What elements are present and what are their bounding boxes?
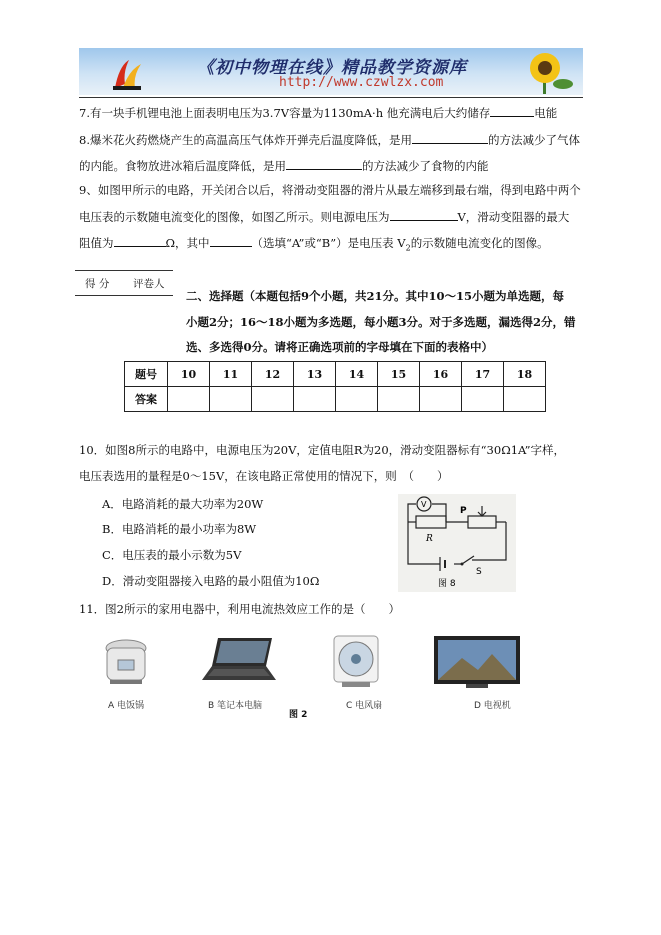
television-icon: [432, 634, 522, 690]
header-banner: [79, 48, 583, 95]
answer-cell[interactable]: [504, 387, 546, 412]
caption-b: B 笔记本电脑: [208, 701, 263, 711]
laptop-icon: [200, 634, 280, 690]
header-title: 《初中物理在线》精品教学资源库: [197, 58, 467, 78]
section-2-line-1: 二、选择题（本题包括9个小题，共21分。其中10～15小题为单选题，每: [186, 289, 565, 303]
electric-fan-icon: [330, 634, 382, 690]
answer-table-number: 11: [210, 362, 252, 387]
slider-label: P: [460, 506, 467, 516]
section-2-line-2: 小题2分；16～18小题为多选题，每小题3分。对于多选题，漏选得2分，错: [186, 315, 576, 329]
question-9-line-3: 阻值为 Ω，其中 （选填“A”或“B”）是电压表 $V_2$的示数随电流变化的图像。: [79, 236, 549, 253]
answer-cell[interactable]: [168, 387, 210, 412]
circuit-figure-8: [398, 494, 516, 592]
caption-c: C 电风扇: [346, 701, 383, 711]
header-divider: [79, 97, 583, 98]
circuit-diagram: [398, 494, 516, 592]
score-box: [75, 270, 173, 296]
question-9-line-1: 9、如图甲所示的电路，开关闭合以后，将滑动变阻器的滑片从最左端移到最右端，得到电路中两个: [79, 183, 581, 197]
answer-cell[interactable]: [462, 387, 504, 412]
answer-table-number: 10: [168, 362, 210, 387]
answer-table-number: 12: [252, 362, 294, 387]
answer-table-number: 15: [378, 362, 420, 387]
caption-a: A 电饭锅: [108, 701, 145, 711]
figure-8-caption: 图 8: [438, 579, 456, 589]
question-8-line-2: 的内能。食物放进冰箱后温度降低，是用 的方法减少了食物的内能: [79, 159, 489, 173]
question-8-line-1: 8.爆米花火药燃烧产生的高温高压气体炸开弹壳后温度降低，是用 的方法减少了气体: [79, 133, 580, 147]
question-10-option-c: C．电压表的最小示数为5V: [102, 548, 242, 562]
resistor-label: R: [426, 534, 433, 544]
question-10-line-2: 电压表选用的量程是0～15V，在该电路正常使用的情况下，则 （ ）: [79, 469, 449, 483]
question-10-option-b: B．电路消耗的最小功率为8W: [102, 522, 257, 536]
question-11: 11．图2所示的家用电器中，利用电流热效应工作的是（ ）: [79, 602, 400, 616]
answer-table-number: 18: [504, 362, 546, 387]
question-7: 7.有一块手机锂电池上面表明电压为3.7V容量为1130mA·h 他充满电后大约储存 电能: [79, 106, 558, 120]
question-10-option-a: A．电路消耗的最大功率为20W: [102, 497, 264, 511]
answer-table-header-label: 题号: [125, 362, 168, 387]
answer-table-answer-row: [125, 387, 546, 412]
question-9-line-2: 电压表的示数随电流变化的图像，如图乙所示。则电源电压为 V，滑动变阻器的最大: [79, 210, 570, 224]
header-url[interactable]: http://www.czwlzx.com: [279, 75, 444, 90]
answer-table: [124, 361, 546, 412]
answer-table-number: 13: [294, 362, 336, 387]
answer-cell[interactable]: [252, 387, 294, 412]
site-logo-icon: [109, 56, 145, 92]
answer-table-number: 17: [462, 362, 504, 387]
answer-cell[interactable]: [420, 387, 462, 412]
answer-cell[interactable]: [294, 387, 336, 412]
question-10-option-d: D．滑动变阻器接入电路的最小阻值为10Ω: [102, 574, 320, 588]
answer-table-number: 14: [336, 362, 378, 387]
answer-cell[interactable]: [336, 387, 378, 412]
voltmeter-label: V: [421, 500, 427, 509]
score-label: 得 分: [85, 278, 110, 290]
switch-label: S: [476, 567, 482, 577]
caption-d: D 电视机: [474, 701, 511, 711]
answer-table-answer-label: 答案: [125, 387, 168, 412]
answer-cell[interactable]: [210, 387, 252, 412]
question-10-line-1: 10．如图8所示的电路中，电源电压为20V，定值电阻R为20，滑动变阻器标有“30Ω1A”字样，: [79, 443, 566, 457]
figure-2-caption: 图 2: [289, 710, 308, 720]
answer-table-number: 16: [420, 362, 462, 387]
answer-table-header-row: [125, 362, 546, 387]
grader-label: 评卷人: [133, 278, 165, 290]
sunflower-icon: [515, 50, 575, 94]
section-2-line-3: 选、多选得0分。请将正确选项前的字母填在下面的表格中）: [186, 340, 493, 354]
rice-cooker-icon: [102, 634, 150, 690]
answer-cell[interactable]: [378, 387, 420, 412]
